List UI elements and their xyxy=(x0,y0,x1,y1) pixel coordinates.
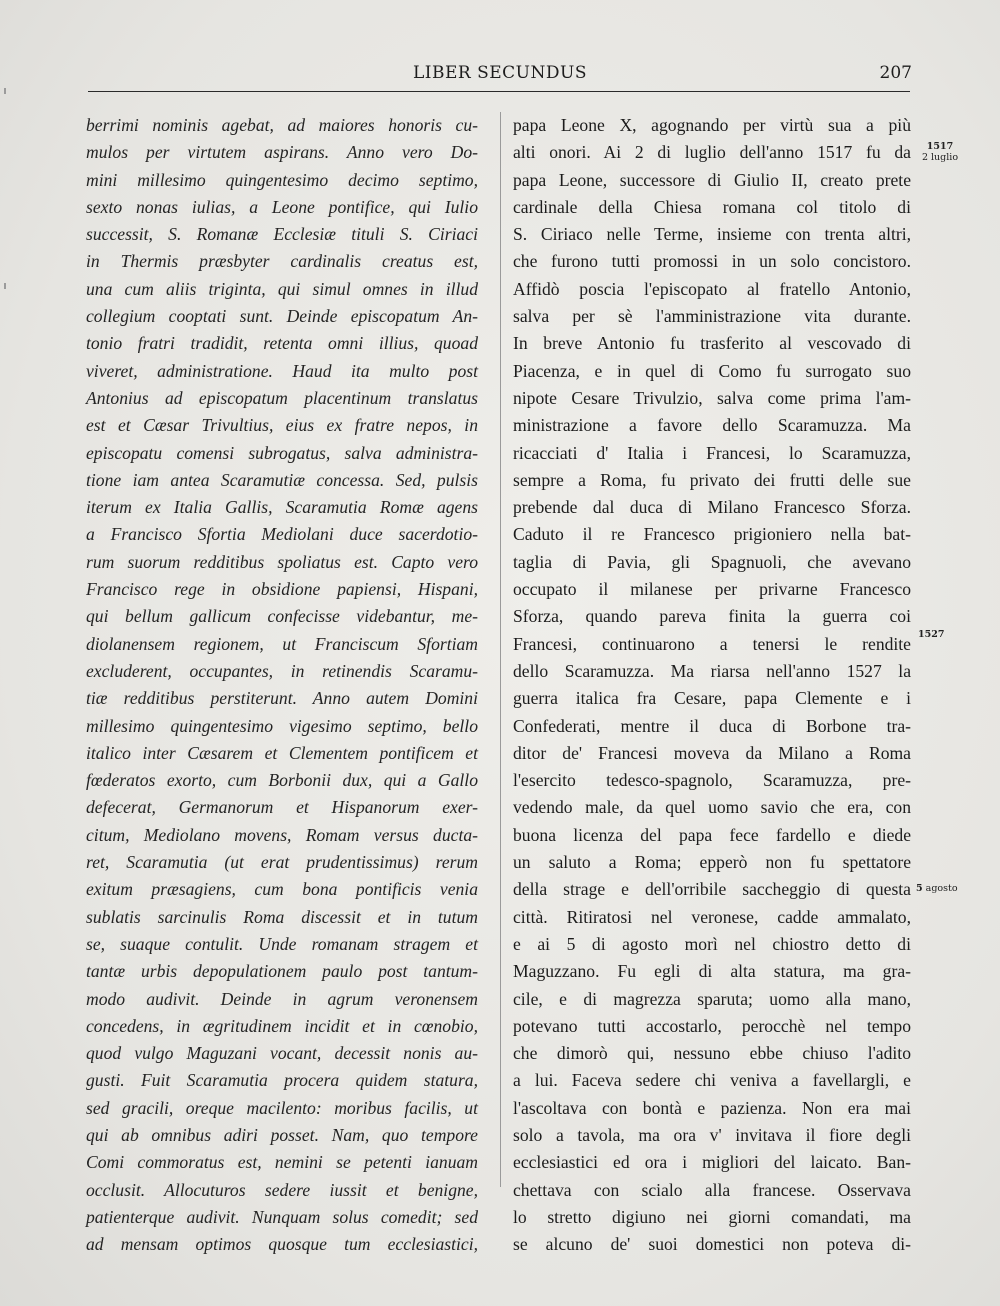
latin-text-line: tonio fratri tradidit, retenta omni illius, quoad xyxy=(86,333,478,354)
italian-text-line: cile, e di magrezza sparuta; uomo alla mano, xyxy=(513,988,911,1009)
margin-note-year: 1517 xyxy=(926,141,954,152)
latin-text-line: citum, Mediolano movens, Romam versus ducta- xyxy=(86,824,478,845)
margin-note-date: 2 luglio xyxy=(921,152,959,163)
italian-text-line: S. Ciriaco nelle Terme, insieme con trenta altri, xyxy=(513,224,911,245)
italian-text-line: occupato il milanese per privarne Francesco xyxy=(513,579,911,600)
latin-text-line: occlusit. Allocuturos sedere iussit et benigne, xyxy=(86,1179,478,1200)
italian-column xyxy=(513,112,911,1258)
margin-note-1517 xyxy=(918,141,962,163)
italian-text-line: dello Scaramuzza. Ma riarsa nell'anno 1527 la xyxy=(513,660,911,681)
italian-text-line: l'ascoltava con bontà e pazienza. Non era mai xyxy=(513,1097,911,1118)
italian-text-line: nipote Cesare Trivulzio, salva come prima l'am- xyxy=(513,387,911,408)
latin-text-line: successit, S. Romanæ Ecclesiæ tituli S. Ciriaci xyxy=(86,224,478,245)
italian-text-line: taglia di Pavia, gli Spagnuoli, che avevano xyxy=(513,551,911,572)
italian-text-line: ministrazione a favore dello Scaramuzza. Ma xyxy=(513,415,911,436)
latin-text-line: Antonius ad episcopatum placentinum translatus xyxy=(86,387,478,408)
scan-speck xyxy=(4,283,6,289)
italian-text-line: città. Ritiratosi nel veronese, cadde ammalato, xyxy=(513,906,911,927)
scan-speck xyxy=(4,88,6,94)
latin-text-line: qui ab omnibus adiri posset. Nam, quo tempore xyxy=(86,1124,478,1145)
italian-text-line: In breve Antonio fu trasferito al vescovado di xyxy=(513,333,911,354)
latin-text-line: mulos per virtutem aspirans. Anno vero Do- xyxy=(86,142,478,163)
margin-note-day: 5 xyxy=(916,883,923,894)
italian-text-line: solo a tavola, ma ora v' invitava il fiore degli xyxy=(513,1124,911,1145)
latin-text-line: sublatis sarcinulis Roma discessit et in tutum xyxy=(86,906,478,927)
italian-text-line: Sforza, quando pareva finita la guerra coi xyxy=(513,606,911,627)
italian-text-line: Affidò poscia l'episcopato al fratello Antonio, xyxy=(513,278,911,299)
italian-text-line: che dimorò qui, nessuno ebbe chiuso l'adito xyxy=(513,1043,911,1064)
latin-text-line: viveret, administratione. Haud ita multo post xyxy=(86,360,478,381)
italian-text-line: buona licenza del papa fece fardello e diede xyxy=(513,824,911,845)
latin-text-line: berrimi nominis agebat, ad maiores honoris cu- xyxy=(86,115,478,135)
italian-text-line: Caduto il re Francesco prigioniero nella bat- xyxy=(513,524,911,545)
latin-text-line: a Francisco Sfortia Mediolani duce sacerdotio- xyxy=(86,524,478,545)
italian-text-line: e ai 5 di agosto morì nel chiostro detto di xyxy=(513,933,911,954)
italian-text-line: che furono tutti promossi in un solo concistoro. xyxy=(513,251,911,272)
latin-text-line: Francisco rege in obsidione papiensi, Hispani, xyxy=(86,579,478,600)
latin-text-line: millesimo quingentesimo vigesimo septimo, bello xyxy=(86,715,478,736)
latin-text-line: quod vulgo Maguzani vocant, decessit nonis au- xyxy=(86,1043,478,1064)
latin-text-line: una cum aliis triginta, qui simul omnes in illud xyxy=(86,278,478,299)
latin-text-line: ad mensam optimos quosque tum ecclesiastici, xyxy=(86,1234,478,1255)
margin-note-1527: 1527 xyxy=(918,629,945,640)
italian-text-line: prebende dal duca di Milano Francesco Sforza. xyxy=(513,497,911,518)
latin-text-line: patienterque audivit. Nunquam solus comedit; sed xyxy=(86,1206,478,1227)
latin-text-line: diolanensem regionem, ut Franciscum Sfortiam xyxy=(86,633,478,654)
italian-text-line: chettava con scialo alla francese. Osservava xyxy=(513,1179,911,1200)
running-header-title: LIBER SECUNDUS xyxy=(413,63,587,83)
latin-text-line: sed gracili, oreque macilento: moribus facilis, ut xyxy=(86,1097,478,1118)
latin-text-line: excluderent, occupantes, in retinendis Scaramu- xyxy=(86,660,478,681)
latin-text-line: episcopatu comensi subrogatus, salva administra- xyxy=(86,442,478,463)
italian-text-line: papa Leone X, agognando per virtù sua a più xyxy=(513,115,911,135)
latin-text-line: gusti. Fuit Scaramutia procera quidem statura, xyxy=(86,1070,478,1091)
italian-text-line: cardinale della Chiesa romana col titolo di xyxy=(513,196,911,217)
page-number: 207 xyxy=(879,63,912,83)
latin-text-line: in Thermis præsbyter cardinalis creatus est, xyxy=(86,251,478,272)
latin-text-line: defecerat, Germanorum et Hispanorum exer- xyxy=(86,797,478,818)
italian-text-line: alti onori. Ai 2 di luglio dell'anno 1517 fu da xyxy=(513,142,911,163)
margin-note-month: agosto xyxy=(925,883,958,894)
latin-text-line: concedens, in ægritudinem incidit et in cœnobio, xyxy=(86,1015,478,1036)
latin-text-line: rum suorum redditibus spoliatus est. Capto vero xyxy=(86,551,478,572)
latin-text-line: est et Cæsar Trivultius, eius ex fratre nepos, in xyxy=(86,415,478,436)
italian-text-line: guerra italica fra Cesare, papa Clemente e i xyxy=(513,688,911,709)
italian-text-line: della strage e dell'orribile saccheggio di questa xyxy=(513,879,911,900)
latin-column xyxy=(86,112,478,1258)
latin-text-line: tione iam antea Scaramutiæ concessa. Sed, pulsis xyxy=(86,469,478,490)
latin-text-line: ret, Scaramutia (ut erat prudentissimus) rerum xyxy=(86,852,478,873)
italian-text-line: vedendo male, da quel uomo savio che era, con xyxy=(513,797,911,818)
latin-text-line: italico inter Cæsarem et Clementem pontificem et xyxy=(86,742,478,763)
italian-text-line: Piacenza, e in quel di Como fu surrogato suo xyxy=(513,360,911,381)
margin-note-agosto xyxy=(916,883,958,894)
italian-text-line: potevano tutti accostarlo, perocchè nel tempo xyxy=(513,1015,911,1036)
italian-text-line: salva per sè l'amministrazione vita durante. xyxy=(513,306,911,327)
italian-text-line: a lui. Faceva sedere chi veniva a favellargli, e xyxy=(513,1070,911,1091)
italian-text-line: Maguzzano. Fu egli di alta statura, ma gra- xyxy=(513,961,911,982)
latin-text-line: Comi commoratus est, nemini se petenti ianuam xyxy=(86,1152,478,1173)
italian-text-line: papa Leone, successore di Giulio II, creato prete xyxy=(513,169,911,190)
latin-text-line: iterum ex Italia Gallis, Scaramutia Romæ agens xyxy=(86,497,478,518)
italian-text-line: Francesi, continuarono a tenersi le rendite xyxy=(513,633,911,654)
italian-text-line: Confederati, mentre il duca di Borbone tra- xyxy=(513,715,911,736)
latin-text-line: qui bellum gallicum confecisse videbantur, me- xyxy=(86,606,478,627)
column-divider xyxy=(500,112,501,1187)
latin-text-line: tantæ urbis depopulationem paulo post tantum- xyxy=(86,961,478,982)
header-rule xyxy=(88,91,910,92)
italian-text-line: l'esercito tedesco-spagnolo, Scaramuzza, pre- xyxy=(513,770,911,791)
latin-text-line: se, suaque contulit. Unde romanam stragem et xyxy=(86,933,478,954)
italian-text-line: ditor de' Francesi moveva da Milano a Roma xyxy=(513,742,911,763)
italian-text-line: ricacciati d' Italia i Francesi, lo Scaramuzza, xyxy=(513,442,911,463)
italian-text-line: ecclesiastici ed ora i migliori del laicato. Ban- xyxy=(513,1152,911,1173)
italian-text-line: lo stretto digiuno nei giorni comandati, ma xyxy=(513,1206,911,1227)
latin-text-line: sexto nonas iulias, a Leone pontifice, qui Iulio xyxy=(86,196,478,217)
latin-text-line: modo audivit. Deinde in agrum veronensem xyxy=(86,988,478,1009)
latin-text-line: tiæ redditibus perstiterunt. Anno autem Domini xyxy=(86,688,478,709)
latin-text-line: exitum præsagiens, cum bona pontificis venia xyxy=(86,879,478,900)
italian-text-line: un saluto a Roma; epperò non fu spettatore xyxy=(513,852,911,873)
italian-text-line: se alcuno de' suoi domestici non poteva di- xyxy=(513,1234,911,1255)
latin-text-line: fœderatos exorto, cum Borbonii dux, qui a Gallo xyxy=(86,770,478,791)
latin-text-line: collegium cooptati sunt. Deinde episcopatum An- xyxy=(86,306,478,327)
italian-text-line: sempre a Roma, fu privato dei frutti delle sue xyxy=(513,469,911,490)
latin-text-line: mini millesimo quingentesimo decimo septimo, xyxy=(86,169,478,190)
